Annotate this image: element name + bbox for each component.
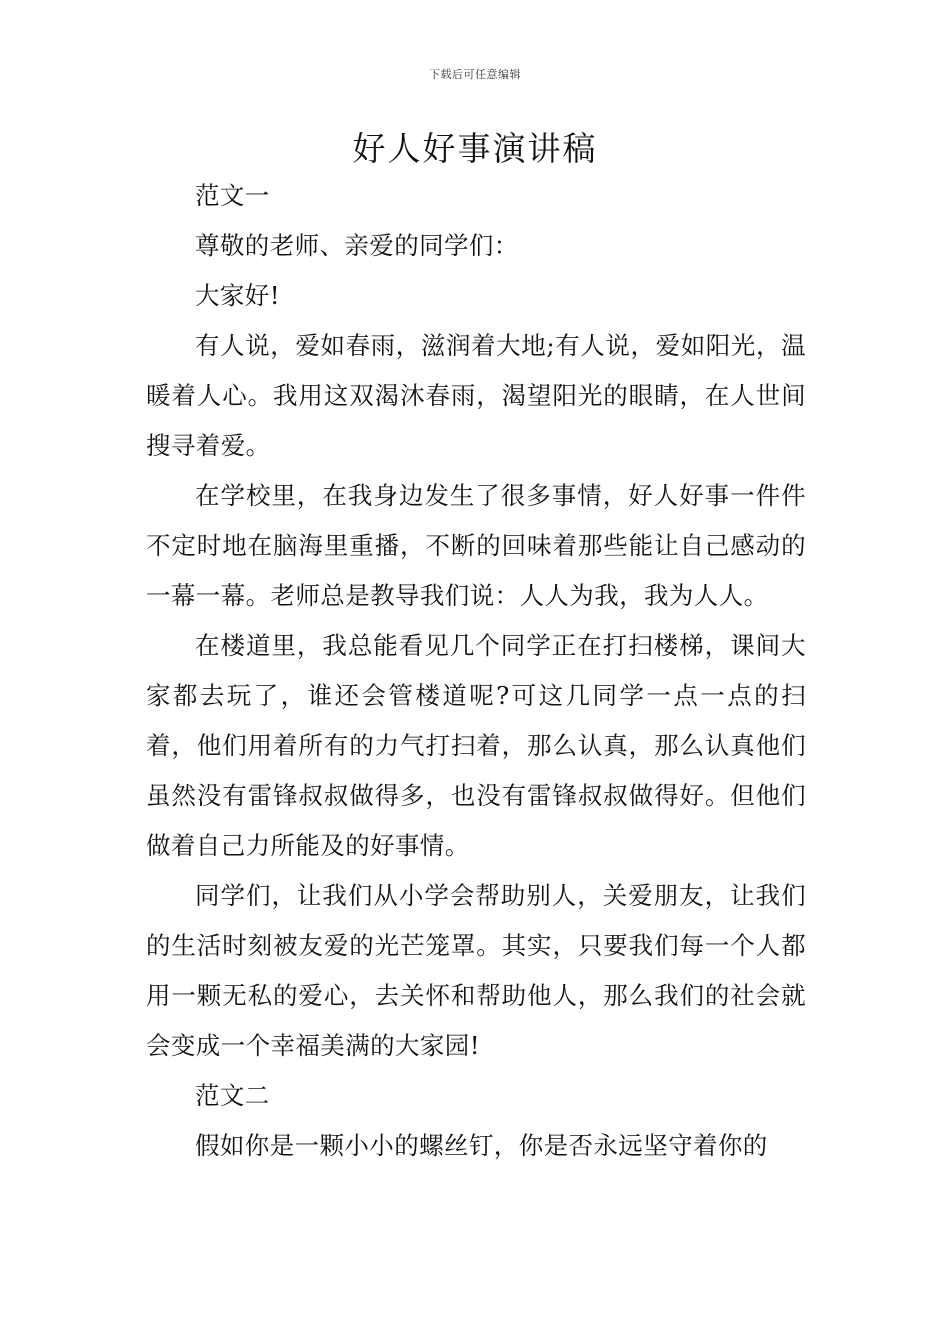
document-body	[146, 171, 806, 1171]
salutation: 尊敬的老师、亲爱的同学们：	[195, 231, 519, 260]
paragraph: 有人说，爱如春雨，滋润着大地;有人说，爱如阳光，温暖着人心。我用这双渴沐春雨，渴望阳光的眼睛，在人世间搜寻着爱。	[146, 331, 806, 460]
paragraph: 在楼道里，我总能看见几个同学正在打扫楼梯，课间大家都去玩了，谁还会管楼道呢?可这几同学一点一点的扫着，他们用着所有的力气打扫着，那么认真，那么认真他们虽然没有雷锋叔叔做得多，也没有雷锋叔叔做得好。但他们做着自己力所能及的好事情。	[146, 631, 806, 860]
paragraph: 假如你是一颗小小的螺丝钉，你是否永远坚守着你的	[195, 1131, 768, 1160]
header-note: 下载后可任意编辑	[429, 68, 521, 81]
greeting: 大家好!	[195, 281, 280, 310]
paragraph: 同学们，让我们从小学会帮助别人，关爱朋友，让我们的生活时刻被友爱的光芒笼罩。其实，只要我们每一个人都用一颗无私的爱心，去关怀和帮助他人，那么我们的社会就会变成一个幸福美满的大家园!	[146, 881, 806, 1060]
paragraph: 在学校里，在我身边发生了很多事情，好人好事一件件不定时地在脑海里重播，不断的回味着那些能让自己感动的一幕一幕。老师总是教导我们说：人人为我，我为人人。	[146, 481, 806, 610]
document-title: 好人好事演讲稿	[352, 129, 598, 168]
section-label-2: 范文二	[195, 1081, 270, 1110]
section-label-1: 范文一	[195, 181, 270, 210]
